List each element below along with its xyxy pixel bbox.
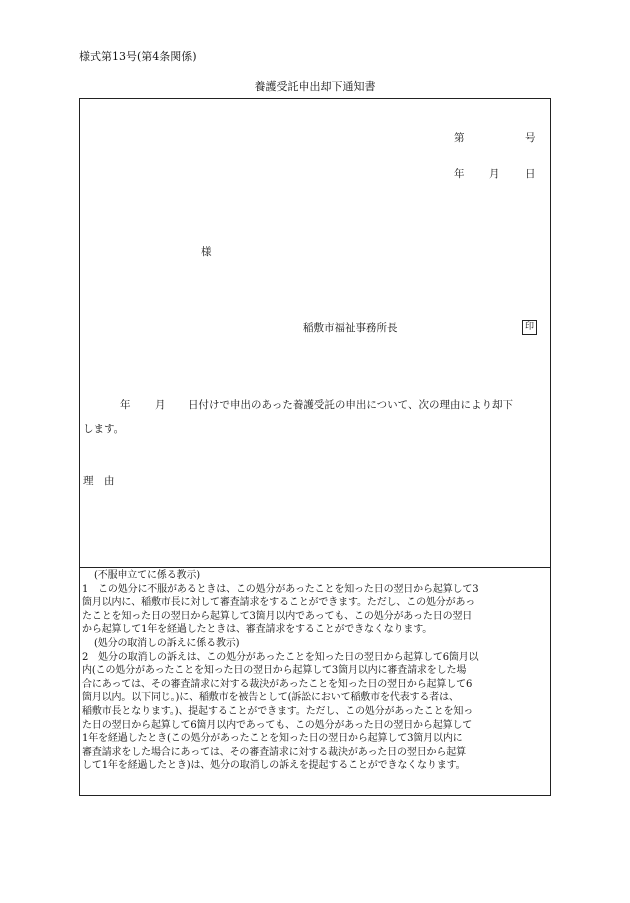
- notice-heading-lawsuit: (処分の取消しの訴えに係る教示): [94, 637, 240, 649]
- statement-text-line2: します。: [83, 423, 125, 435]
- notice-line: 内(この処分があったことを知った日の翌日から起算して3箇月以内に審査請求をした場: [82, 665, 467, 677]
- notice-line: 1 この処分に不服があるときは、この処分があったことを知った日の翌日から起算して3: [82, 583, 479, 595]
- notice-line: 箇月以内。以下同じ。)に、稲敷市を被告として(訴訟において稲敷市を代表する者は、: [82, 692, 459, 704]
- notice-line: 合にあっては、その審査請求に対する裁決があったことを知った日の翌日から起算して6: [82, 678, 473, 690]
- addressee-suffix: 様: [201, 246, 212, 258]
- number-prefix: 第: [454, 132, 465, 144]
- notice-line: たことを知った日の翌日から起算して3箇月以内であっても、この処分があった日の翌日: [82, 610, 473, 622]
- statement-text-line1: 日付けで申出のあった養護受託の申出について、次の理由により却下: [188, 399, 513, 411]
- seal-mark: 印: [522, 320, 537, 335]
- form-number: 様式第13号(第4条関係): [79, 50, 197, 63]
- number-suffix: 号: [525, 132, 536, 144]
- reason-label: 理 由: [83, 475, 115, 487]
- date-month: 月: [489, 168, 500, 180]
- date-year: 年: [454, 168, 465, 180]
- statement-month: 月: [155, 399, 166, 411]
- date-day: 日: [525, 168, 536, 180]
- document-title: 養護受託申出却下通知書: [254, 80, 376, 93]
- issuer-name: 稲敷市福祉事務所長: [303, 322, 398, 334]
- form-frame: [79, 98, 551, 796]
- notice-line: 1年を経過したとき(この処分があったことを知った日の翌日から起算して3箇月以内に: [82, 733, 463, 745]
- notice-line: 2 処分の取消しの訴えは、この処分があったことを知った日の翌日から起算して6箇月以: [82, 651, 479, 663]
- notice-line: して1年を経過したとき)は、処分の取消しの訴えを提起することができなくなります。: [82, 760, 466, 772]
- notice-line: から起算して1年を経過したときは、審査請求をすることができなくなります。: [82, 624, 433, 636]
- notice-divider: [80, 567, 550, 568]
- statement-year: 年: [120, 399, 131, 411]
- notice-line: た日の翌日から起算して6箇月以内であっても、この処分があった日の翌日から起算して: [82, 719, 473, 731]
- notice-line: 審査請求をした場合にあっては、その審査請求に対する裁決があった日の翌日から起算: [82, 746, 466, 758]
- appeal-notice: [80, 569, 550, 773]
- notice-heading-appeal: (不服申立てに係る教示): [94, 570, 201, 581]
- notice-line: 稲敷市長となります。)、提起することができます。ただし、この処分があったことを知っ: [82, 705, 474, 717]
- notice-line: 箇月以内に、稲敷市長に対して審査請求をすることができます。ただし、この処分があっ: [82, 597, 476, 609]
